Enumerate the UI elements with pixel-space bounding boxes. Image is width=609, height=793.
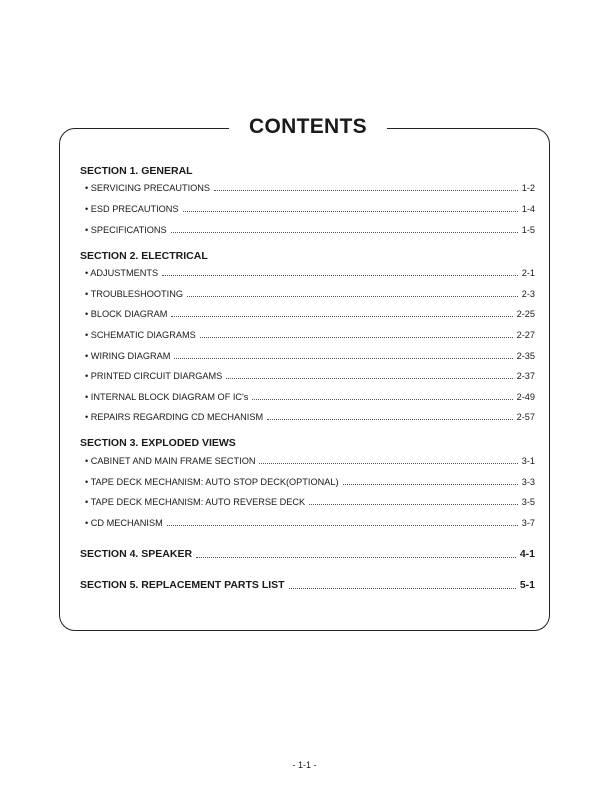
toc-item-page: 3-5 [521, 497, 535, 507]
dot-leader [289, 588, 516, 589]
dot-leader [259, 463, 517, 464]
toc-item-page: 2-49 [516, 392, 535, 402]
toc-item-esd-precautions [85, 202, 535, 215]
dot-leader [252, 399, 512, 400]
toc-item-page: 1-4 [521, 204, 535, 214]
toc-item-internal-block-diagram [85, 390, 535, 403]
toc-item-block-diagram [85, 307, 535, 320]
toc-item-page: 3-3 [521, 477, 535, 487]
dot-leader [187, 296, 518, 297]
toc-item-page: 5-1 [519, 579, 535, 591]
toc-item-auto-stop-deck [85, 475, 535, 488]
toc-item-adjustments [85, 266, 535, 279]
toc-item-cabinet-main-frame [85, 454, 535, 467]
section-3-heading: SECTION 3. EXPLODED VIEWS [80, 437, 236, 449]
toc-item-label: • CD MECHANISM [85, 518, 163, 528]
toc-item-page: 2-1 [521, 268, 535, 278]
toc-item-label: • PRINTED CIRCUIT DIARGAMS [85, 371, 223, 381]
toc-item-page: 4-1 [519, 548, 535, 560]
dot-leader [196, 557, 516, 558]
toc-section-4-speaker [80, 547, 535, 561]
toc-item-label: • BLOCK DIAGRAM [85, 309, 168, 319]
dot-leader [200, 337, 513, 338]
toc-item-troubleshooting [85, 287, 535, 300]
toc-item-page: 2-3 [521, 289, 535, 299]
toc-item-label: • SCHEMATIC DIAGRAMS [85, 330, 196, 340]
dot-leader [167, 525, 518, 526]
toc-section-5-parts-list [80, 578, 535, 592]
toc-item-auto-reverse-deck [85, 495, 535, 508]
toc-item-label: SECTION 4. SPEAKER [80, 548, 193, 560]
toc-item-wiring-diagram [85, 349, 535, 362]
toc-item-label: • TAPE DECK MECHANISM: AUTO REVERSE DECK [85, 497, 306, 507]
toc-item-label: • ESD PRECAUTIONS [85, 204, 179, 214]
toc-item-page: 2-37 [516, 371, 535, 381]
section-1-heading: SECTION 1. GENERAL [80, 165, 193, 177]
toc-item-label: • CABINET AND MAIN FRAME SECTION [85, 456, 256, 466]
toc-item-page: 1-2 [521, 183, 535, 193]
toc-item-repairs-cd-mechanism [85, 410, 535, 423]
toc-item-specifications [85, 223, 535, 236]
dot-leader [171, 232, 518, 233]
toc-item-cd-mechanism [85, 516, 535, 529]
toc-item-page: 3-7 [521, 518, 535, 528]
dot-leader [171, 316, 512, 317]
dot-leader [267, 419, 512, 420]
toc-item-schematic-diagrams [85, 328, 535, 341]
page-title: CONTENTS [229, 112, 387, 142]
toc-item-page: 2-27 [516, 330, 535, 340]
toc-item-label: • INTERNAL BLOCK DIAGRAM OF IC's [85, 392, 249, 402]
toc-item-label: • REPAIRS REGARDING CD MECHANISM [85, 412, 264, 422]
dot-leader [214, 190, 518, 191]
toc-item-label: • WIRING DIAGRAM [85, 351, 171, 361]
dot-leader [174, 358, 512, 359]
toc-item-label: • ADJUSTMENTS [85, 268, 159, 278]
toc-item-label: • SPECIFICATIONS [85, 225, 167, 235]
dot-leader [343, 484, 518, 485]
dot-leader [226, 378, 512, 379]
dot-leader [309, 504, 518, 505]
section-2-heading: SECTION 2. ELECTRICAL [80, 250, 208, 262]
toc-item-label: • TAPE DECK MECHANISM: AUTO STOP DECK(OPTIONAL) [85, 477, 339, 487]
toc-item-page: 3-1 [521, 456, 535, 466]
page-number: - 1-1 - [292, 760, 317, 770]
toc-item-label: SECTION 5. REPLACEMENT PARTS LIST [80, 579, 285, 591]
toc-item-page: 1-5 [521, 225, 535, 235]
dot-leader [183, 211, 518, 212]
dot-leader [162, 275, 518, 276]
toc-item-servicing-precautions [85, 181, 535, 194]
toc-item-page: 2-25 [516, 309, 535, 319]
toc-item-label: • SERVICING PRECAUTIONS [85, 183, 211, 193]
toc-item-page: 2-35 [516, 351, 535, 361]
toc-item-printed-circuit-diagrams [85, 369, 535, 382]
toc-item-label: • TROUBLESHOOTING [85, 289, 183, 299]
toc-item-page: 2-57 [516, 412, 535, 422]
